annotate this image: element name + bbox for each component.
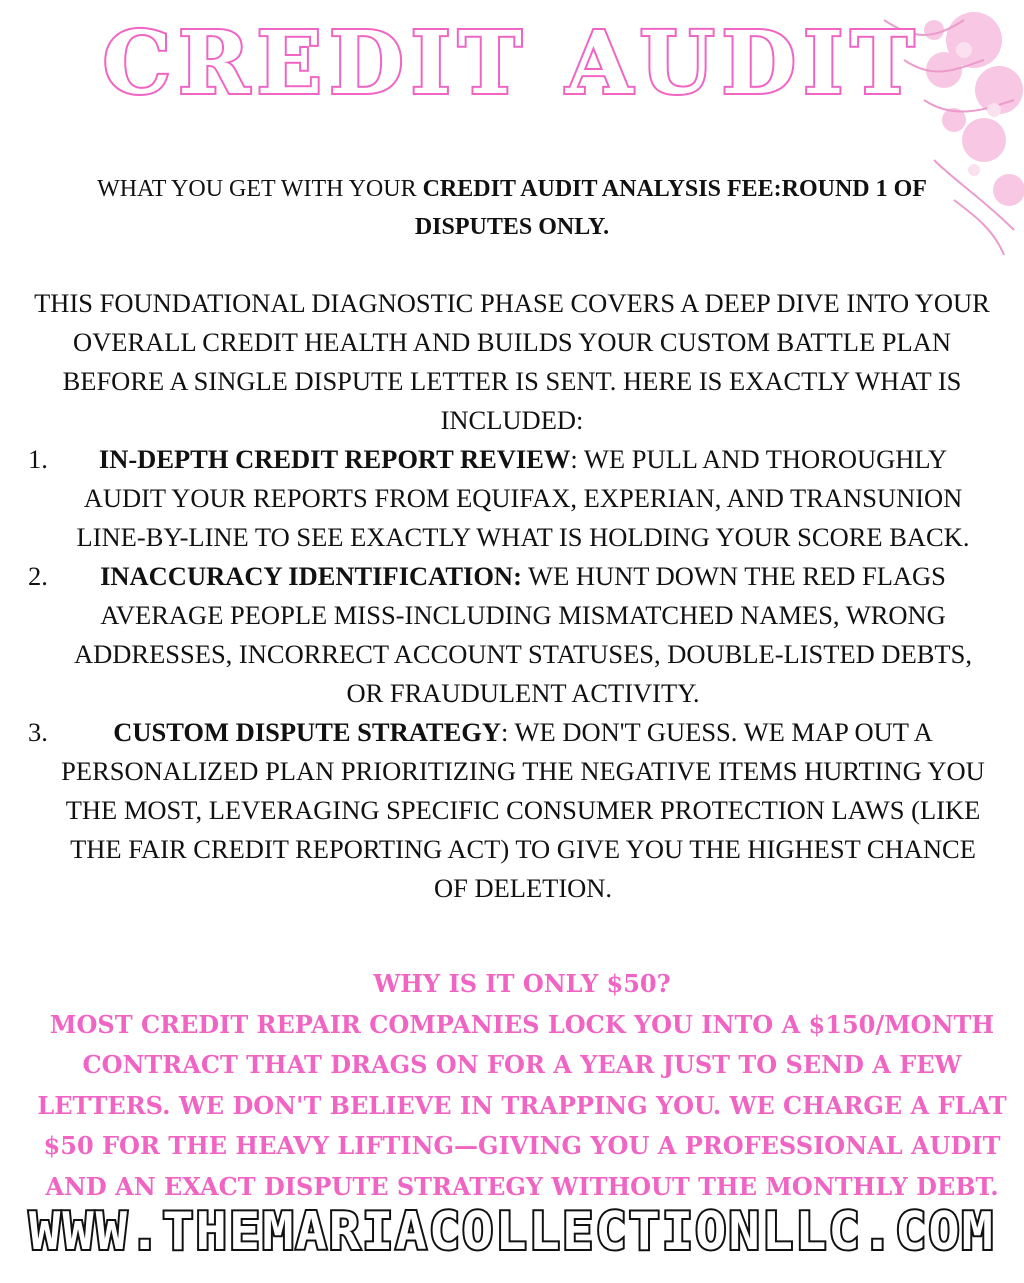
website-url: WWW.THEMARIACOLLECTIONLLC.COM bbox=[29, 1202, 995, 1262]
list-item bbox=[20, 713, 1004, 908]
included-list bbox=[20, 440, 1004, 908]
page-title: CREDIT AUDIT bbox=[102, 13, 922, 114]
item-description: : WE PULL AND THOROUGHLY AUDIT YOUR REPORTS FROM EQUIFAX, EXPERIAN, AND TRANSUNION LINE-BY-LINE TO SEE EXACTLY WHAT IS HOLDING YOUR SCORE BACK. bbox=[76, 444, 970, 552]
item-description: WE HUNT DOWN THE RED FLAGS AVERAGE PEOPLE MISS-INCLUDING MISMATCHED NAMES, WRONG ADDRESSES, INCORRECT ACCOUNT STATUSES, DOUBLE-LISTED DEBTS, OR FRAUDULENT ACTIVITY. bbox=[74, 561, 972, 708]
list-item bbox=[20, 557, 1004, 713]
intro-bold: CREDIT AUDIT ANALYSIS FEE:ROUND 1 OF DISPUTES ONLY. bbox=[414, 176, 927, 240]
item-heading: IN-DEPTH CREDIT REPORT REVIEW bbox=[98, 444, 571, 474]
why-question: WHY IS IT ONLY $50? bbox=[373, 969, 671, 998]
list-item bbox=[20, 440, 1004, 557]
list-number: 1. bbox=[28, 444, 48, 474]
main-content bbox=[20, 284, 1004, 908]
list-number: 3. bbox=[28, 717, 48, 747]
item-description: : WE DON'T GUESS. WE MAP OUT A PERSONALIZED PLAN PRIORITIZING THE NEGATIVE ITEMS HURTING YOU THE MOST, LEVERAGING SPECIFIC CONSUMER PROTECTION LAWS (LIKE THE FAIR CREDIT REPORTING ACT) TO GIVE YOU THE HIGHEST CHANCE OF DELETION. bbox=[61, 717, 985, 903]
intro-text bbox=[80, 170, 944, 246]
list-number: 2. bbox=[28, 561, 48, 591]
overview-paragraph: THIS FOUNDATIONAL DIAGNOSTIC PHASE COVERS A DEEP DIVE INTO YOUR OVERALL CREDIT HEALTH AND BUILDS YOUR CUSTOM BATTLE PLAN BEFORE A SINGLE DISPUTE LETTER IS SENT. HERE IS EXACTLY WHAT IS INCLUDED: bbox=[34, 288, 990, 435]
why-answer: MOST CREDIT REPAIR COMPANIES LOCK YOU INTO A $150/MONTH CONTRACT THAT DRAGS ON FOR A YEAR JUST TO SEND A FEW LETTERS. WE DON'T BELIEVE IN TRAPPING YOU. WE CHARGE A FLAT $50 FOR THE HEAVY LIFTING—GIVING YOU A PROFESSIONAL AUDIT AND AN EXACT DISPUTE STRATEGY WITHOUT THE MONTHLY DEBT. bbox=[37, 1009, 1007, 1201]
intro-prefix: WHAT YOU GET WITH YOUR bbox=[97, 176, 423, 202]
pricing-explanation bbox=[30, 964, 1014, 1207]
item-heading: INACCURACY IDENTIFICATION: bbox=[100, 561, 522, 591]
item-heading: CUSTOM DISPUTE STRATEGY bbox=[113, 717, 501, 747]
